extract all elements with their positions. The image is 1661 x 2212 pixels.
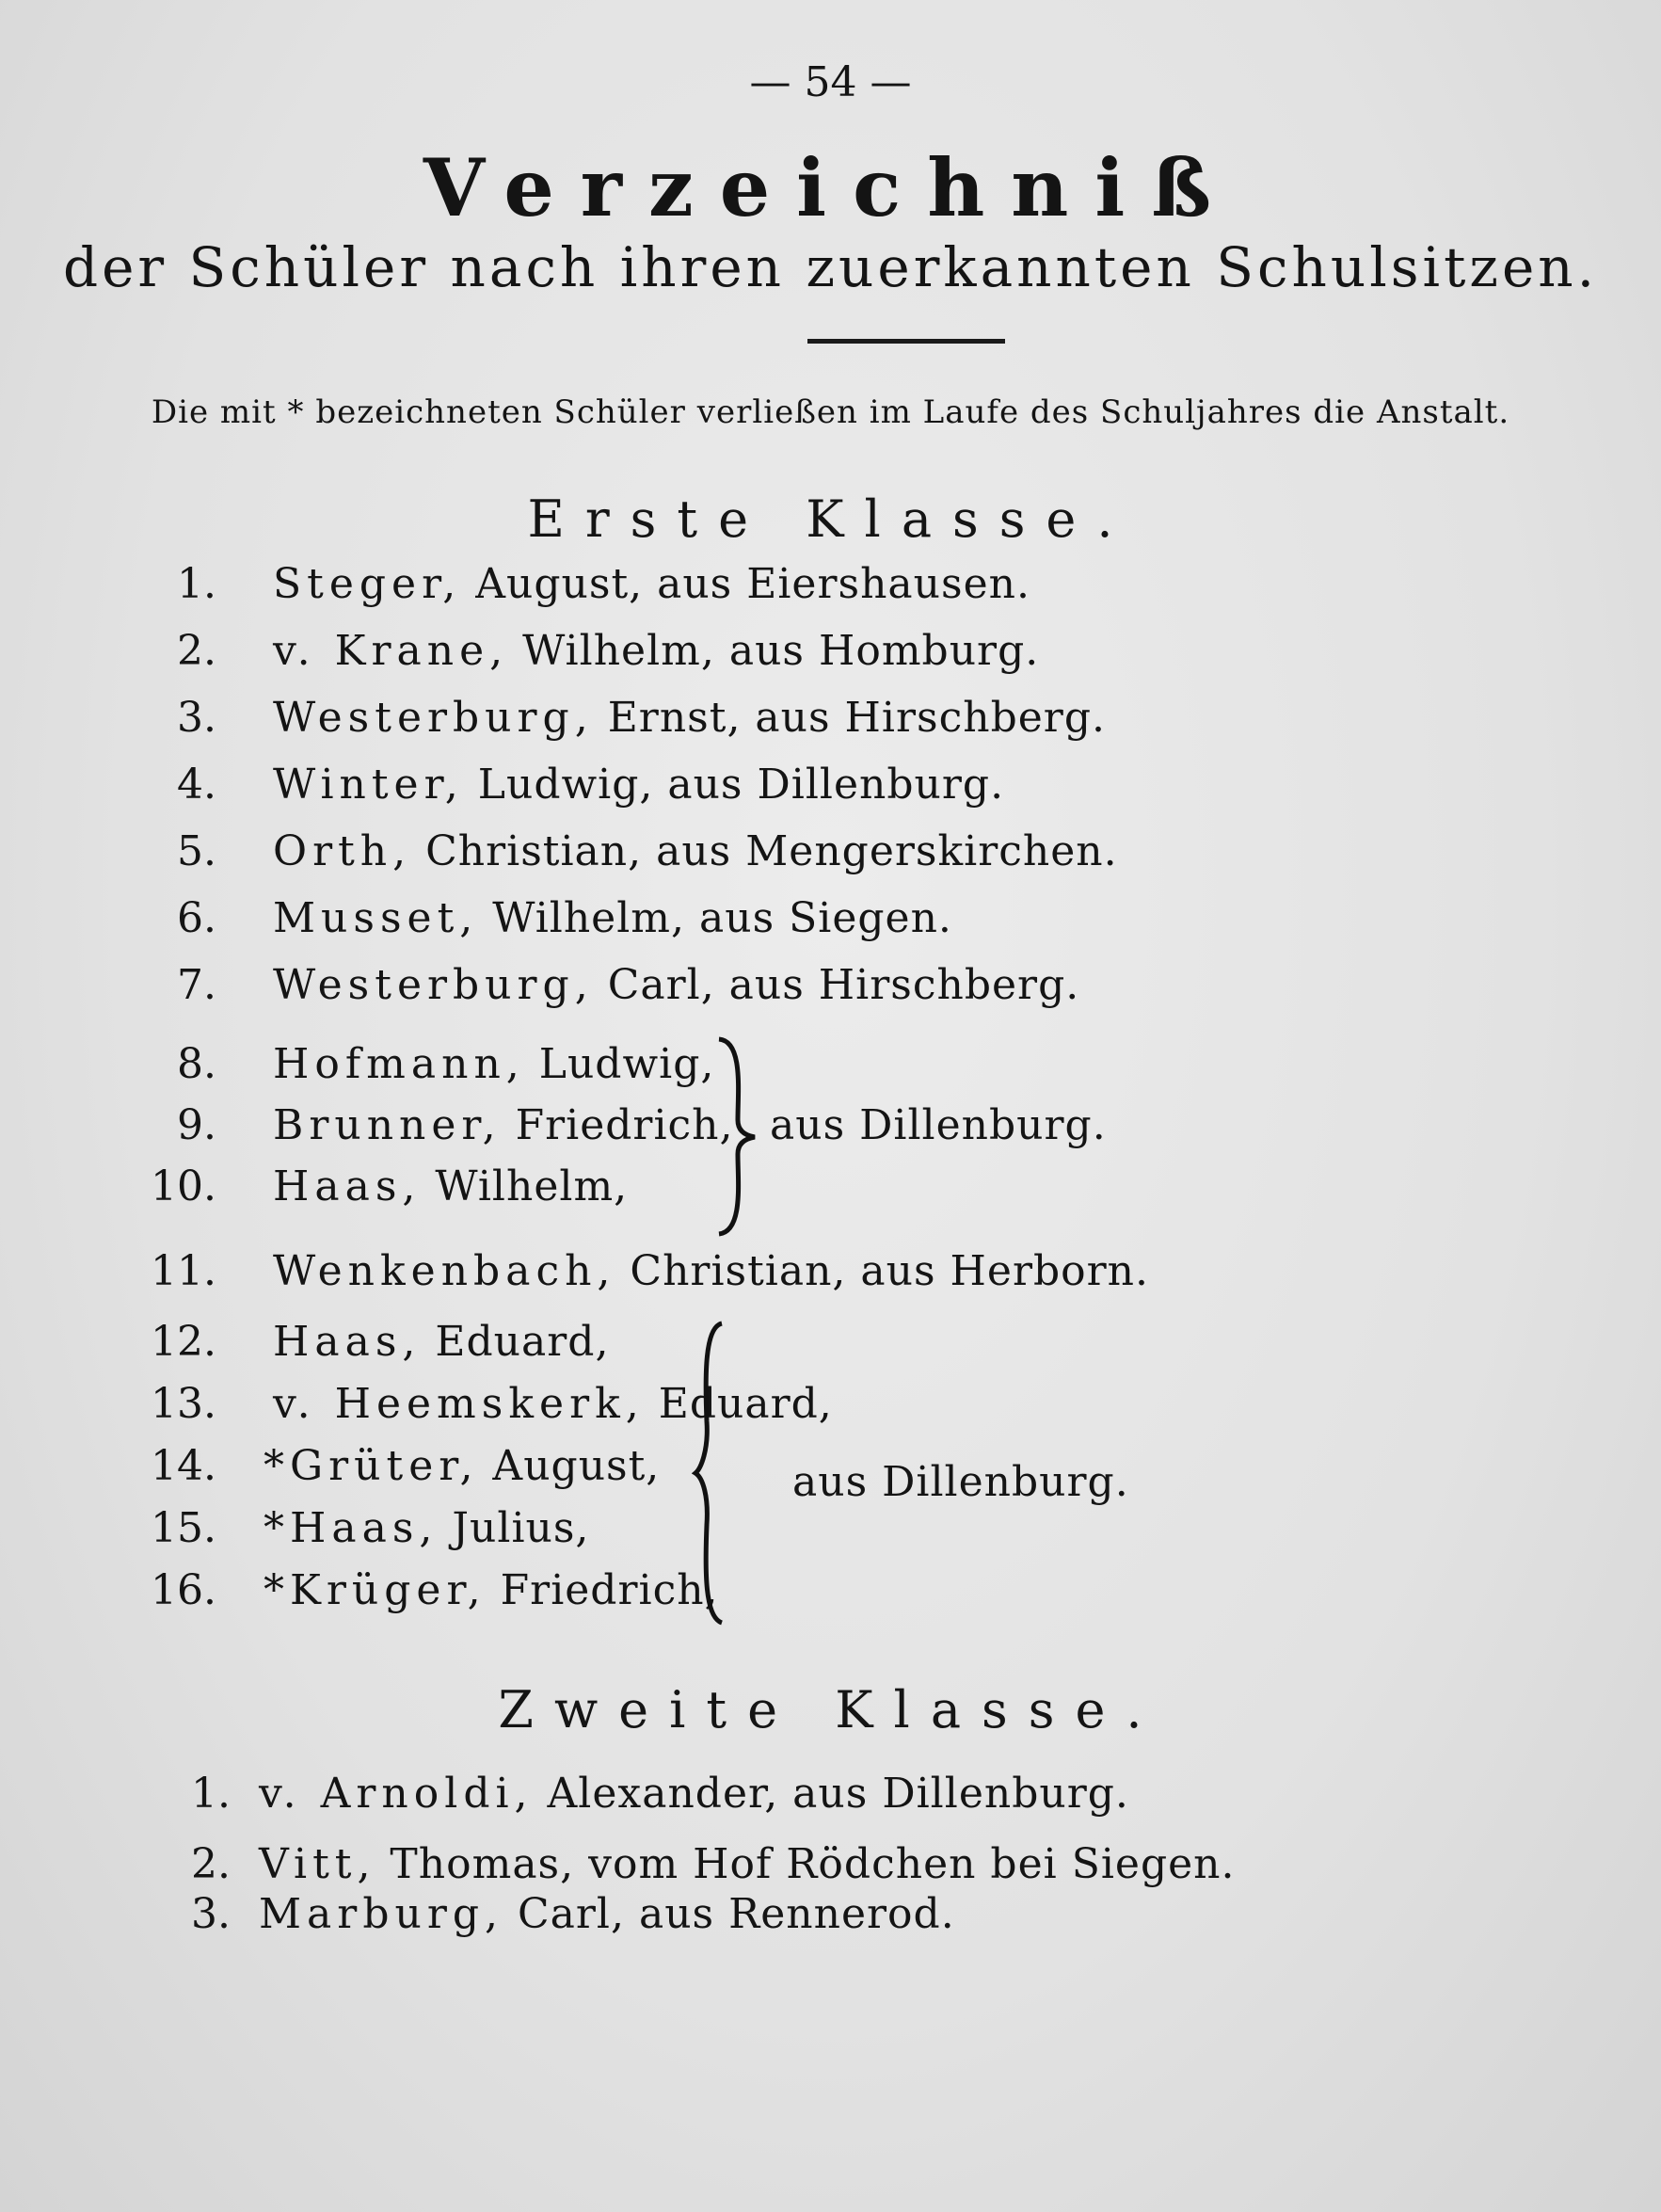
student-surname: Vitt, [259, 1840, 376, 1888]
entry-number: 4. [177, 761, 216, 809]
class2-heading: Zweite Klasse. [498, 1680, 1163, 1739]
student-surname: Marburg, [259, 1890, 504, 1938]
student-entry [273, 894, 952, 942]
student-entry [273, 1101, 734, 1149]
student-details: August, [478, 1442, 661, 1490]
group-place: aus Dillenburg. [792, 1458, 1129, 1506]
student-details: Eduard, [421, 1318, 610, 1366]
student-entry [273, 1247, 1149, 1295]
student-details: Julius, [438, 1504, 590, 1552]
student-entry [259, 1770, 1129, 1818]
student-surname: *Krüger, [264, 1566, 487, 1614]
entry-number: 14. [151, 1442, 216, 1490]
student-entry [264, 1566, 719, 1614]
student-details: Ludwig, [524, 1040, 715, 1088]
student-surname: Orth, [273, 827, 412, 875]
student-details: Wilhelm, aus Siegen. [478, 894, 952, 942]
student-entry [259, 1890, 955, 1938]
entry-number: 7. [177, 961, 216, 1009]
student-details: Ernst, aus Hirschberg. [593, 694, 1106, 742]
student-details: Wilhelm, [421, 1162, 629, 1210]
student-details: Alexander, aus Dillenburg. [533, 1770, 1129, 1818]
title-rule [807, 339, 1005, 344]
page-number: — 54 — [749, 58, 912, 106]
page-title: Verzeichniß [423, 141, 1238, 234]
curly-brace-icon [692, 1318, 758, 1628]
student-entry [273, 761, 1004, 809]
student-details: Christian, aus Herborn. [615, 1247, 1149, 1295]
student-surname: Hofmann, [273, 1040, 525, 1088]
group-place: aus Dillenburg. [770, 1101, 1107, 1149]
entry-number: 9. [177, 1101, 216, 1149]
entry-number: 3. [191, 1890, 231, 1938]
class1-heading: Erste Klasse. [527, 489, 1134, 549]
student-details: August, aus Eiershausen. [461, 560, 1030, 608]
student-surname: Westerburg, [273, 961, 594, 1009]
entry-number: 3. [177, 694, 216, 742]
student-surname: *Haas, [264, 1504, 439, 1552]
student-details: Friedrich, [501, 1101, 734, 1149]
curly-brace-icon [706, 1035, 762, 1238]
student-details: Carl, aus Rennerod. [503, 1890, 955, 1938]
entry-number: 2. [191, 1840, 231, 1888]
student-surname: Brunner, [273, 1101, 502, 1149]
student-surname: Wenkenbach, [273, 1247, 616, 1295]
entry-number: 1. [177, 560, 216, 608]
student-entry [273, 627, 1039, 675]
student-entry [273, 827, 1118, 875]
student-details: Wilhelm, aus Homburg. [508, 627, 1040, 675]
student-details: Carl, aus Hirschberg. [593, 961, 1080, 1009]
student-surname: v. Krane, [273, 627, 509, 675]
student-surname: Musset, [273, 894, 479, 942]
student-surname: Haas, [273, 1318, 422, 1366]
entry-number: 1. [191, 1770, 231, 1818]
student-entry [264, 1504, 589, 1552]
student-entry [264, 1442, 660, 1490]
entry-number: 2. [177, 627, 216, 675]
entry-number: 15. [151, 1504, 216, 1552]
entry-number: 8. [177, 1040, 216, 1088]
student-entry [273, 961, 1079, 1009]
student-entry [273, 1162, 628, 1210]
departure-note: Die mit * bezeichneten Schüler verließen im Laufe des Schuljahres die Anstalt. [151, 393, 1510, 431]
student-surname: v. Arnoldi, [259, 1770, 534, 1818]
student-entry [273, 1040, 714, 1088]
student-details: Eduard, [644, 1380, 833, 1428]
student-entry [273, 694, 1106, 742]
student-surname: *Grüter, [264, 1442, 479, 1490]
student-details: Friedrich, [486, 1566, 719, 1614]
student-surname: Steger, [273, 560, 462, 608]
student-details: Thomas, vom Hof Rödchen bei Siegen. [375, 1840, 1236, 1888]
student-entry [259, 1840, 1235, 1888]
student-surname: Westerburg, [273, 694, 594, 742]
entry-number: 12. [151, 1318, 216, 1366]
student-entry [273, 1318, 609, 1366]
student-entry [273, 560, 1030, 608]
student-details: Ludwig, aus Dillenburg. [463, 761, 1005, 809]
page-subtitle: der Schüler nach ihren zuerkannten Schulsitzen. [62, 235, 1599, 299]
entry-number: 11. [151, 1247, 216, 1295]
student-surname: Haas, [273, 1162, 422, 1210]
student-surname: v. Heemskerk, [273, 1380, 645, 1428]
entry-number: 5. [177, 827, 216, 875]
entry-number: 6. [177, 894, 216, 942]
entry-number: 10. [151, 1162, 216, 1210]
student-surname: Winter, [273, 761, 464, 809]
entry-number: 13. [151, 1380, 216, 1428]
entry-number: 16. [151, 1566, 216, 1614]
student-details: Christian, aus Mengerskirchen. [411, 827, 1118, 875]
